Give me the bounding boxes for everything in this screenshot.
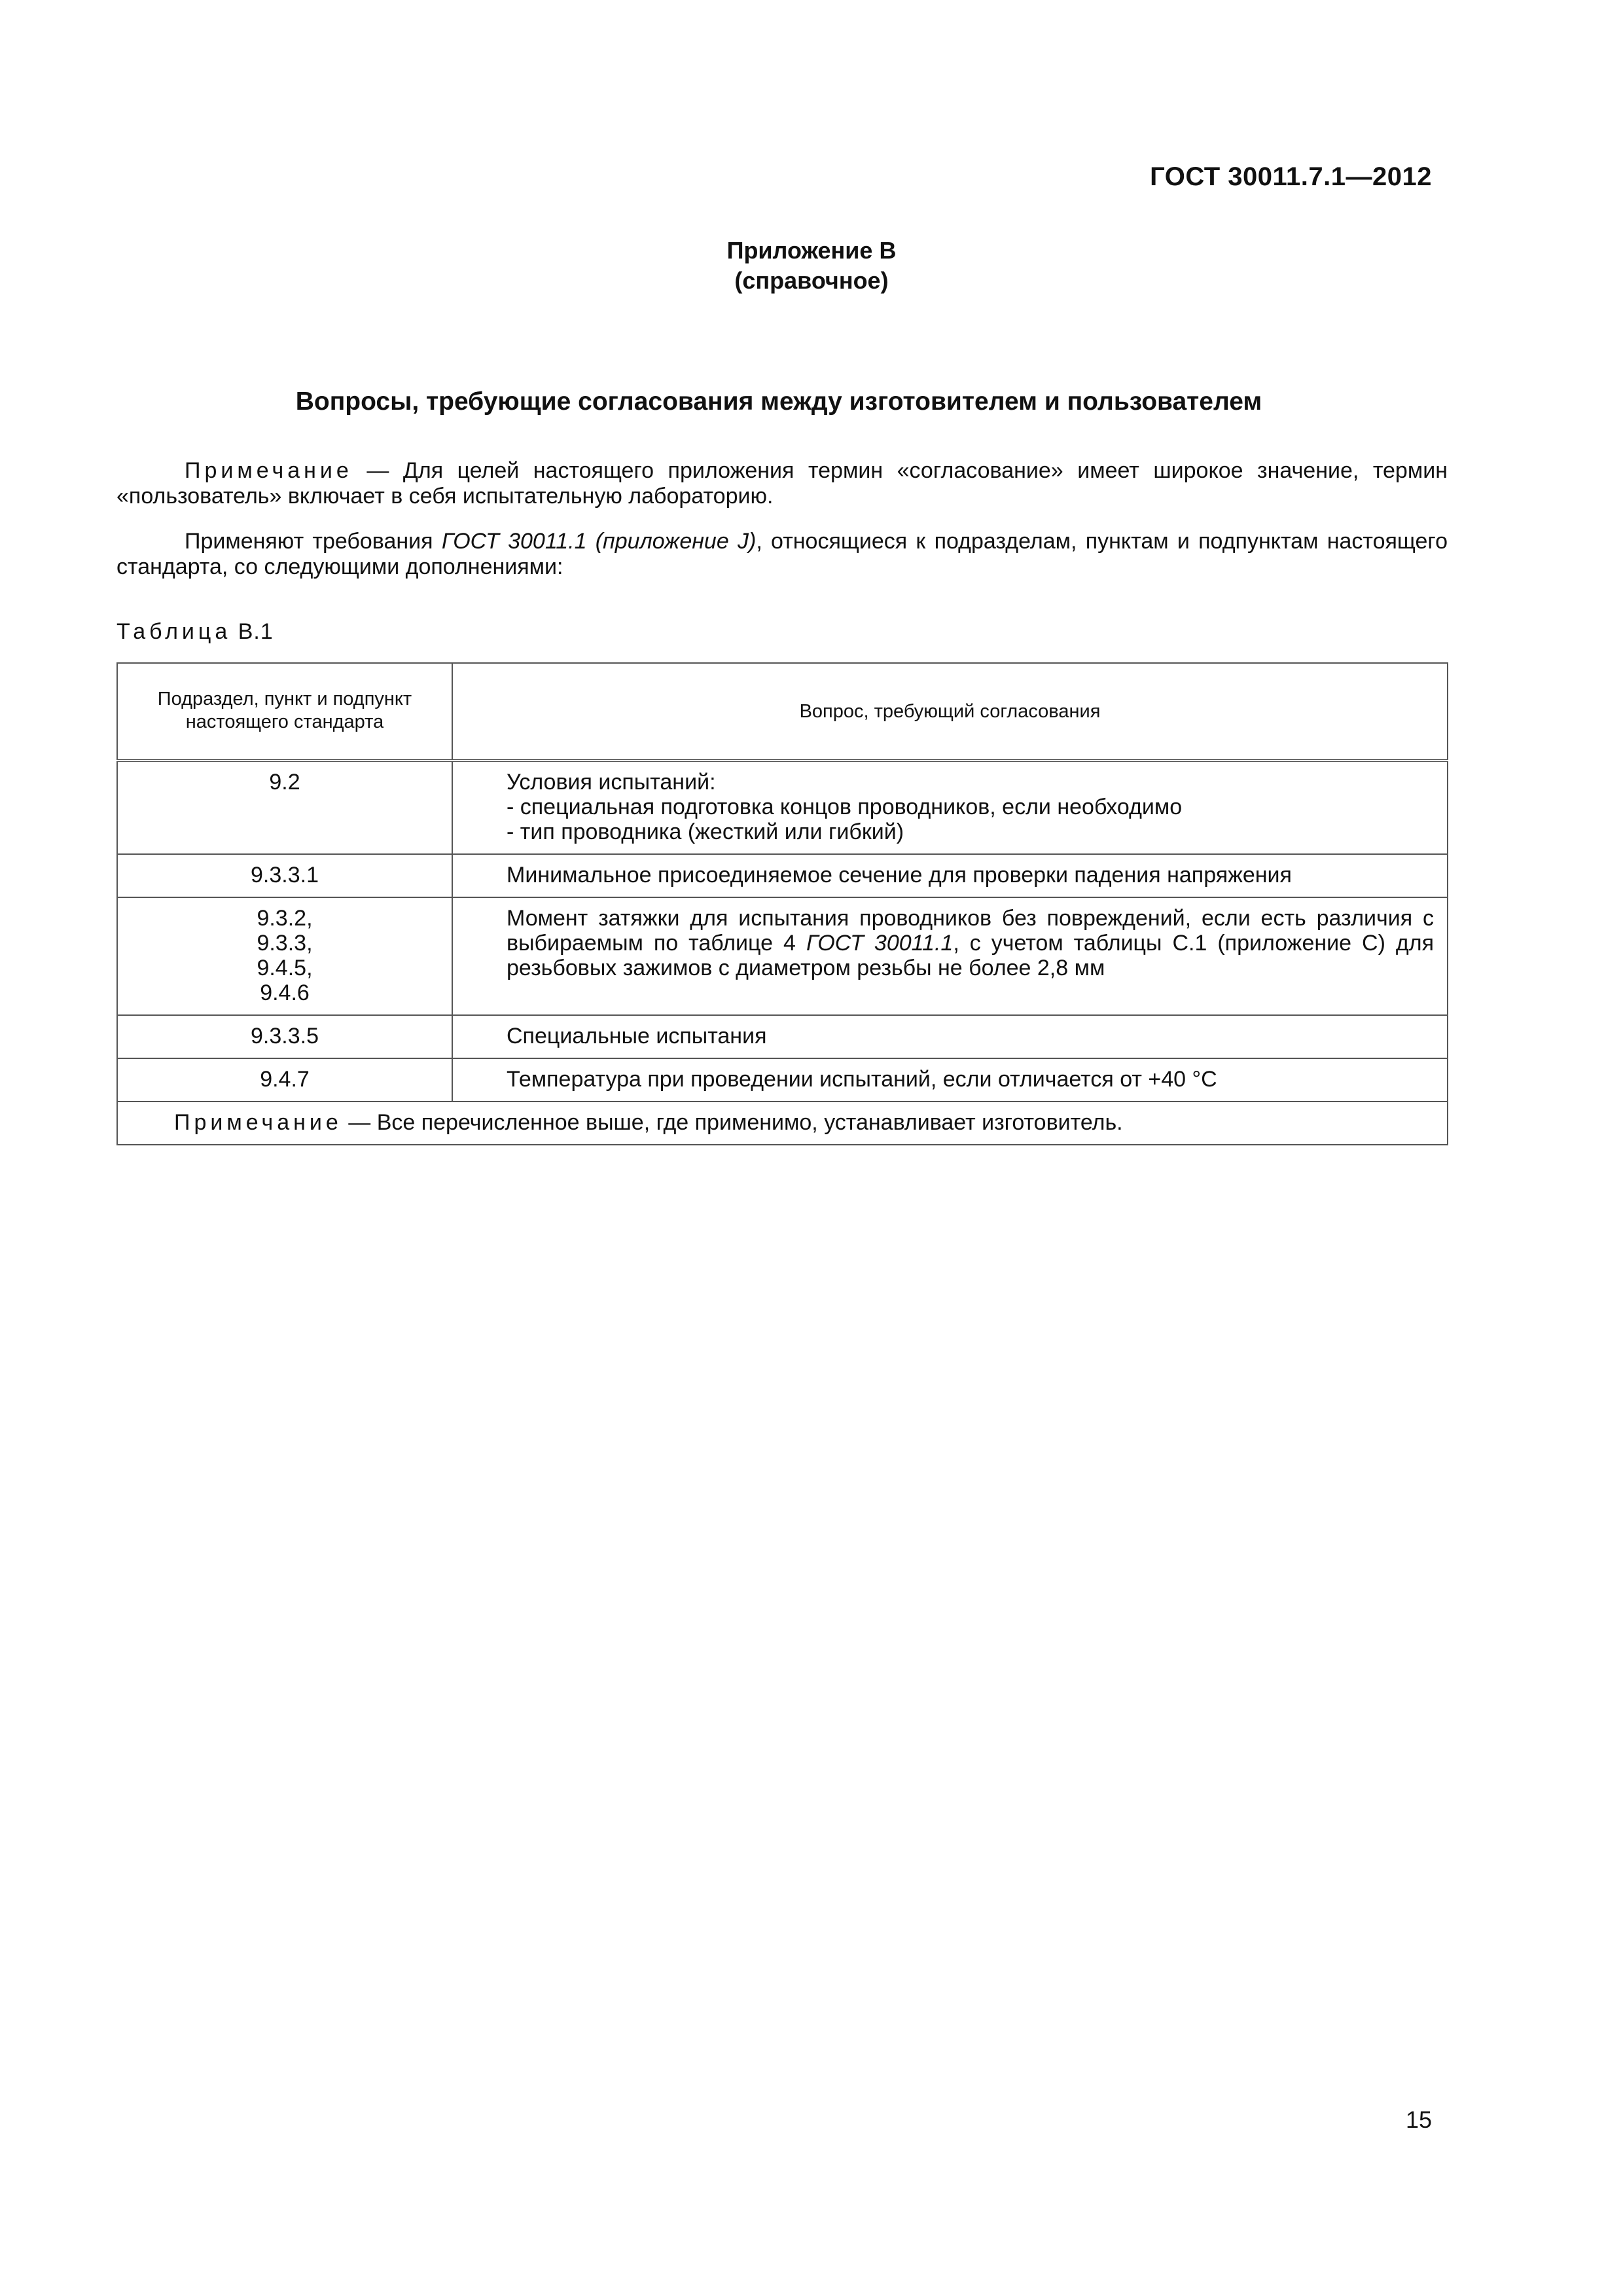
section-cell: 9.3.3.5 xyxy=(117,1015,452,1058)
table-note xyxy=(117,1102,1448,1145)
table-header-row xyxy=(117,663,1448,761)
annex-title: Приложение В xyxy=(726,237,897,264)
table-note-label: Примечание xyxy=(174,1110,342,1135)
section-line: 9.4.5, xyxy=(257,956,313,980)
apply-text-before: Применяют требования xyxy=(185,529,442,554)
issue-line: - специальная подготовка концов проводников, если необходимо xyxy=(507,795,1183,819)
section-line: 9.3.3, xyxy=(257,931,313,956)
issue-cell xyxy=(452,897,1448,1015)
table-row xyxy=(117,854,1448,897)
issue-cell: Температура при проведении испытаний, если отличается от +40 °С xyxy=(452,1058,1448,1102)
section-line: 9.4.6 xyxy=(260,980,310,1005)
table-caption-number: В.1 xyxy=(231,619,274,644)
section-cell: 9.2 xyxy=(117,761,452,854)
requirements-table xyxy=(116,662,1448,1145)
apply-paragraph xyxy=(116,529,1448,580)
table-row xyxy=(117,1058,1448,1102)
section-cell: 9.3.3.1 xyxy=(117,854,452,897)
table-row xyxy=(117,1015,1448,1058)
table-caption-label: Таблица xyxy=(116,619,232,644)
section-cell xyxy=(117,897,452,1015)
issue-cell xyxy=(452,761,1448,854)
table-row xyxy=(117,761,1448,854)
issue-cell: Специальные испытания xyxy=(452,1015,1448,1058)
issue-text-before: Момент затяжки для испытания проводников без повреждений, если есть различия с выбираемым по таблице 4 xyxy=(507,906,1434,956)
section-cell: 9.4.7 xyxy=(117,1058,452,1102)
annex-subtitle: (справочное) xyxy=(734,267,889,294)
issue-line: Условия испытаний: xyxy=(507,770,716,795)
table-note-row xyxy=(117,1102,1448,1145)
issue-cell: Минимальное присоединяемое сечение для проверки падения напряжения xyxy=(452,854,1448,897)
section-line: 9.3.2, xyxy=(257,906,313,931)
note-label: Примечание xyxy=(185,458,353,483)
annex-heading xyxy=(0,236,1623,296)
apply-reference: ГОСТ 30011.1 (приложение J) xyxy=(441,529,757,554)
issue-text-after: , с учетом таблицы С.1 (приложение С) для резьбовых зажимов с диаметром резьбы не более 2,8 мм xyxy=(507,931,1434,980)
document-code: ГОСТ 30011.7.1—2012 xyxy=(1150,162,1432,191)
issue-reference: ГОСТ 30011.1 xyxy=(806,931,954,956)
table-row xyxy=(117,897,1448,1015)
apply-text-after: , относящиеся к подразделам, пунктам и подпунктам настоящего стандарта, со следующими дополнениями: xyxy=(116,529,1448,579)
header-section: Подраздел, пункт и подпункт настоящего стандарта xyxy=(117,663,452,761)
table-note-text: — Все перечисленное выше, где применимо, устанавливает изготовитель. xyxy=(342,1110,1123,1135)
issue-line: - тип проводника (жесткий или гибкий) xyxy=(507,819,904,844)
note-text: — Для целей настоящего приложения термин «согласование» имеет широкое значение, термин «пользователь» включает в себя испытательную лабораторию. xyxy=(116,458,1448,509)
table-caption xyxy=(116,619,274,645)
section-title: Вопросы, требующие согласования между изготовителем и пользователем xyxy=(295,387,1262,416)
header-issue: Вопрос, требующий согласования xyxy=(452,663,1448,761)
page-number: 15 xyxy=(1405,2106,1432,2133)
intro-note xyxy=(116,458,1448,509)
